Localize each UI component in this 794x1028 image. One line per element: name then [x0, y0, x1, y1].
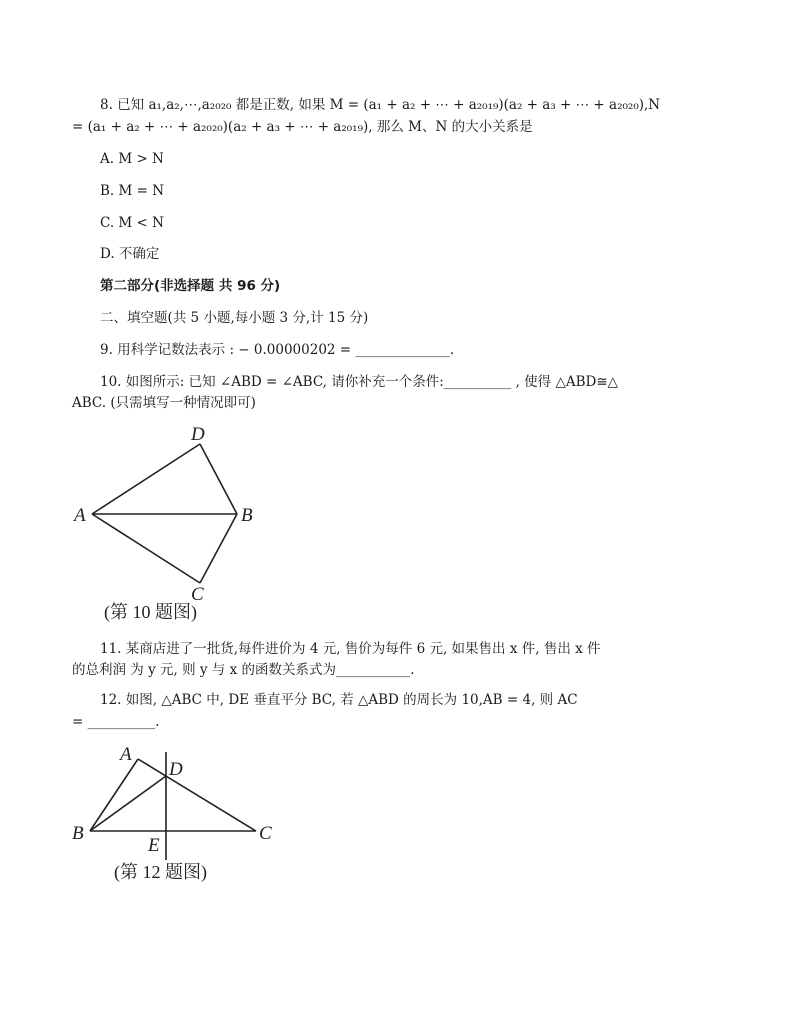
- point-label-e: E: [148, 835, 160, 856]
- point-label-b: B: [241, 505, 253, 526]
- q12-stem-line1: 12. 如图, △ABC 中, DE 垂直平分 BC, 若 △ABD 的周长为 10,AB = 4, 则 AC: [100, 692, 578, 708]
- point-label-a: A: [120, 744, 132, 765]
- q8-option-c: C. M < N: [100, 215, 164, 231]
- point-label-c: C: [259, 823, 272, 844]
- segment-ab: [90, 759, 138, 831]
- q11-stem-line1: 11. 某商店进了一批货,每件进价为 4 元, 售价为每件 6 元, 如果售出 x 件, 售出 x 件: [100, 641, 601, 657]
- q8-stem-line2: = (a₁ + a₂ + ⋯ + a₂₀₂₀)(a₂ + a₃ + ⋯ + a₂₀₁₉), 那么 M、N 的大小关系是: [72, 119, 533, 135]
- q8-stem-line1: 8. 已知 a₁,a₂,⋯,a₂₀₂₀ 都是正数, 如果 M = (a₁ + a₂ + ⋯ + a₂₀₁₉)(a₂ + a₃ + ⋯ + a₂₀₂₀),N: [100, 97, 661, 113]
- q9-stem: 9. 用科学记数法表示 : − 0.00000202 = ______________.: [100, 342, 455, 358]
- q10-figure: [70, 420, 270, 625]
- section2-title: 第二部分(非选择题 共 96 分): [100, 278, 281, 294]
- point-label-c: C: [191, 584, 204, 605]
- q10-stem-line2: ABC. (只需填写一种情况即可): [72, 395, 256, 411]
- segment-bd: [90, 776, 166, 831]
- q11-stem-line2: 的总利润 为 y 元, 则 y 与 x 的函数关系式为___________.: [72, 662, 415, 678]
- point-label-d: D: [169, 759, 183, 780]
- fill-in-heading: 二、填空题(共 5 小题,每小题 3 分,计 15 分): [100, 310, 369, 326]
- q10-stem-line1: 10. 如图所示: 已知 ∠ABD = ∠ABC, 请你补充一个条件:__________ , 使得 △ABD≅△: [100, 374, 619, 390]
- segment-bc: [200, 514, 237, 583]
- q8-option-a: A. M > N: [100, 151, 164, 167]
- segment-ad: [92, 444, 200, 514]
- segment-ac: [92, 514, 200, 583]
- q12-figure-caption: (第 12 题图): [114, 862, 207, 882]
- segment-db: [200, 444, 237, 514]
- q10-figure-caption: (第 10 题图): [104, 602, 197, 622]
- q8-option-d: D. 不确定: [100, 246, 160, 262]
- q12-stem-line2: = __________.: [72, 714, 160, 730]
- point-label-b: B: [72, 823, 84, 844]
- q8-option-b: B. M = N: [100, 183, 165, 199]
- point-label-a: A: [74, 505, 86, 526]
- segment-ac: [138, 759, 256, 831]
- point-label-d: D: [191, 424, 205, 445]
- q12-figure: [70, 738, 285, 888]
